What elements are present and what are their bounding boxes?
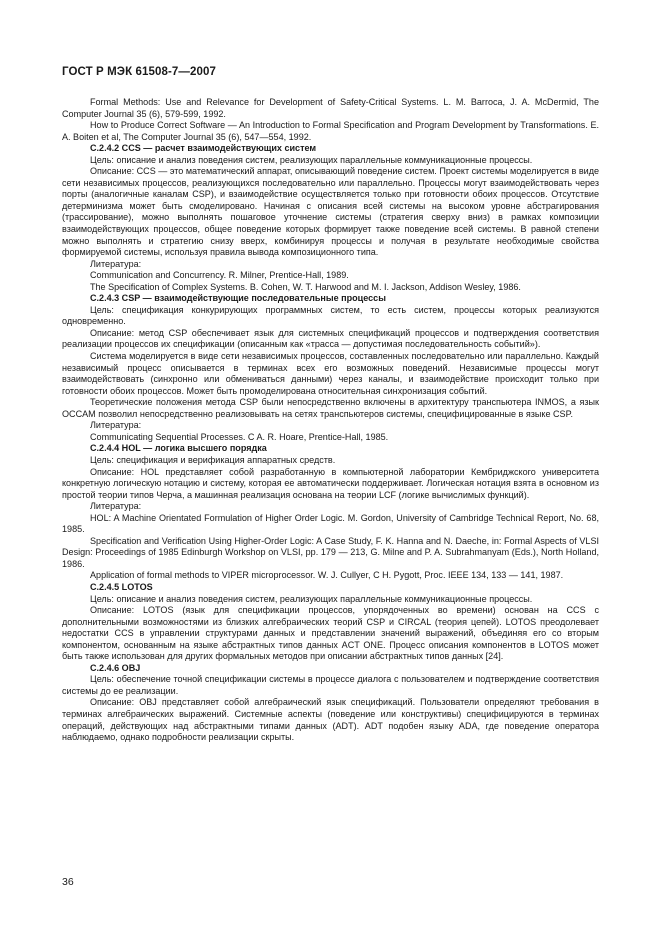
- paragraph: Описание: OBJ представляет собой алгебраический язык спецификаций. Пользователи определяют требования в терминах алгебраических выражений. Системные аспекты (поведение или конструктивы) специфицируются в терминах операций, действующих над абстрактными типами данных (ADT). ADT подобен языку ADA, где поведение оператора наблюдаемо, однако подробности реализации скрыты.: [62, 697, 599, 743]
- paragraph: How to Produce Correct Software — An Introduction to Formal Specification and Program Development by Transformations. E. A. Boiten et al, The Computer Journal 35 (6), 547—554, 1992.: [62, 120, 599, 142]
- paragraph: Цель: спецификация и верификация аппаратных средств.: [90, 454, 336, 465]
- paragraph: Литература:: [90, 420, 142, 431]
- paragraph: Application of formal methods to VIPER microprocessor. W. J. Cullyer, C H. Pygott, Proc. IEEE 134, 133 — 141, 1987.: [90, 570, 564, 581]
- section-heading: C.2.4.4 HOL — логика высшего порядка: [90, 443, 267, 454]
- paragraph: Specification and Verification Using Higher-Order Logic: A Case Study, F. K. Hanna and N. Daeche, in: Formal Aspects of VLSI Design: Proceedings of 1985 Edinburgh Workshop on VLSI, pp. 179 — 213, G. Milne and P. A. Subrahmanyam (Eds.), North Holland, 1986.: [62, 535, 599, 569]
- paragraph: Теоретические положения метода CSP были непосредственно включены в архитектуру транспьютера INMOS, а язык OCCAM позволил непосредственно реализовывать на сетях транспьютеров системы, специфицированные в языке CSP.: [62, 397, 599, 419]
- paragraph: Система моделируется в виде сети независимых процессов, составленных последовательно или параллельно. Каждый независимый процесс описывается в терминах всех его возможных поведений. Независимые процессы могут взаимодействовать (синхронно или обмениваться данными) через каналы, и взаимодействие происходит только при готовности обоих процессов. Может быть промоделирована относительная синхронизация событий.: [62, 351, 599, 396]
- paragraph: Описание: метод CSP обеспечивает язык для системных спецификаций процессов и подтверждения соответствия реализации процессов их спецификации (описанным как «трасса — допустимая последовательность событий»).: [62, 327, 599, 350]
- section-heading: C.2.4.5 LOTOS: [90, 581, 153, 592]
- paragraph: Литература:: [90, 501, 142, 512]
- body-text: [62, 97, 599, 744]
- page-number: 36: [62, 876, 74, 888]
- paragraph: The Specification of Complex Systems. B. Cohen, W. T. Harwood and M. I. Jackson, Addison Wesley, 1986.: [90, 281, 521, 292]
- paragraph: Описание: HOL представляет собой разработанную в компьютерной лаборатории Кембриджского университета конкретную логическую нотацию и систему, которая ее автоматически поддерживает. Логическая нотация взята в основном из простой теории типов Черча, а машинная реализация основана на теории LCF (логике вычислимых функций).: [62, 466, 599, 500]
- section-heading: C.2.4.2 CCS — расчет взаимодействующих систем: [90, 143, 317, 154]
- paragraph: Цель: спецификация конкурирующих программных систем, то есть систем, процессы которых реализуются одновременно.: [62, 304, 599, 327]
- paragraph: Цель: описание и анализ поведения систем, реализующих параллельные коммуникационные процессы.: [90, 593, 533, 604]
- paragraph: HOL: A Machine Orientated Formulation of Higher Order Logic. M. Gordon, University of Cambridge Technical Report, No. 68, 1985.: [62, 512, 599, 535]
- paragraph: Formal Methods: Use and Relevance for Development of Safety-Critical Systems. L. M. Barroca, J. A. McDermid, The Computer Journal 35 (6), 579-599, 1992.: [62, 97, 599, 119]
- section-heading: C.2.4.6 OBJ: [90, 662, 141, 673]
- paragraph: Цель: обеспечение точной спецификации системы в процессе диалога с пользователем и подтверждение соответствия системы до ее реализации.: [62, 674, 599, 696]
- paragraph: Communicating Sequential Processes. C A. R. Hoare, Prentice-Hall, 1985.: [90, 431, 389, 442]
- paragraph: Литература:: [90, 258, 142, 269]
- page-header-title: ГОСТ Р МЭК 61508-7—2007: [62, 66, 216, 78]
- section-heading: C.2.4.3 CSP — взаимодействующие последовательные процессы: [90, 293, 386, 304]
- paragraph: Цель: описание и анализ поведения систем, реализующих параллельные коммуникационные процессы.: [90, 154, 533, 165]
- paragraph: Описание: LOTOS (язык для спецификации процессов, упорядоченных во времени) основан на CCS с дополнительными возможностями из близких алгебраических теорий CSP и CIRCAL (теория цепей). LOTOS преодолевает недостатки CCS в управлении структурами данных и представлении значений выражений, объединяя его со вторым компонентом, основанным на языке абстрактных типов данных ACT ONE. Процесс описания компонентов в LOTOS может быть также использован для других формальных методов при описании абстрактных типов данных [24].: [62, 605, 599, 662]
- paragraph: Communication and Concurrency. R. Milner, Prentice-Hall, 1989.: [90, 270, 349, 281]
- paragraph: Описание: CCS — это математический аппарат, описывающий поведение систем. Проект системы моделируется в виде сети независимых процессов, реализующихся последовательно или параллельно. Процессы могут взаимодействовать через порты (аналогичные каналам CSP), и взаимодействие осуществляется только при готовности обоих процессов. Отсутствие детерминизма может быть смоделировано. Начиная с описания всей системы на высоком уровне абстрагирования (трассирование), можно выполнять пошаговое уточнение системы (стратегия сверху вниз) в рамках композиции взаимодействующих процессов, общее поведение которых формирует также поведение всей системы. В равной степени можно выполнять и стратегию снизу вверх, комбинируя процессы и получая в результате необходимые свойства формируемой системы, используя правила вывода композиционного типа.: [62, 166, 600, 258]
